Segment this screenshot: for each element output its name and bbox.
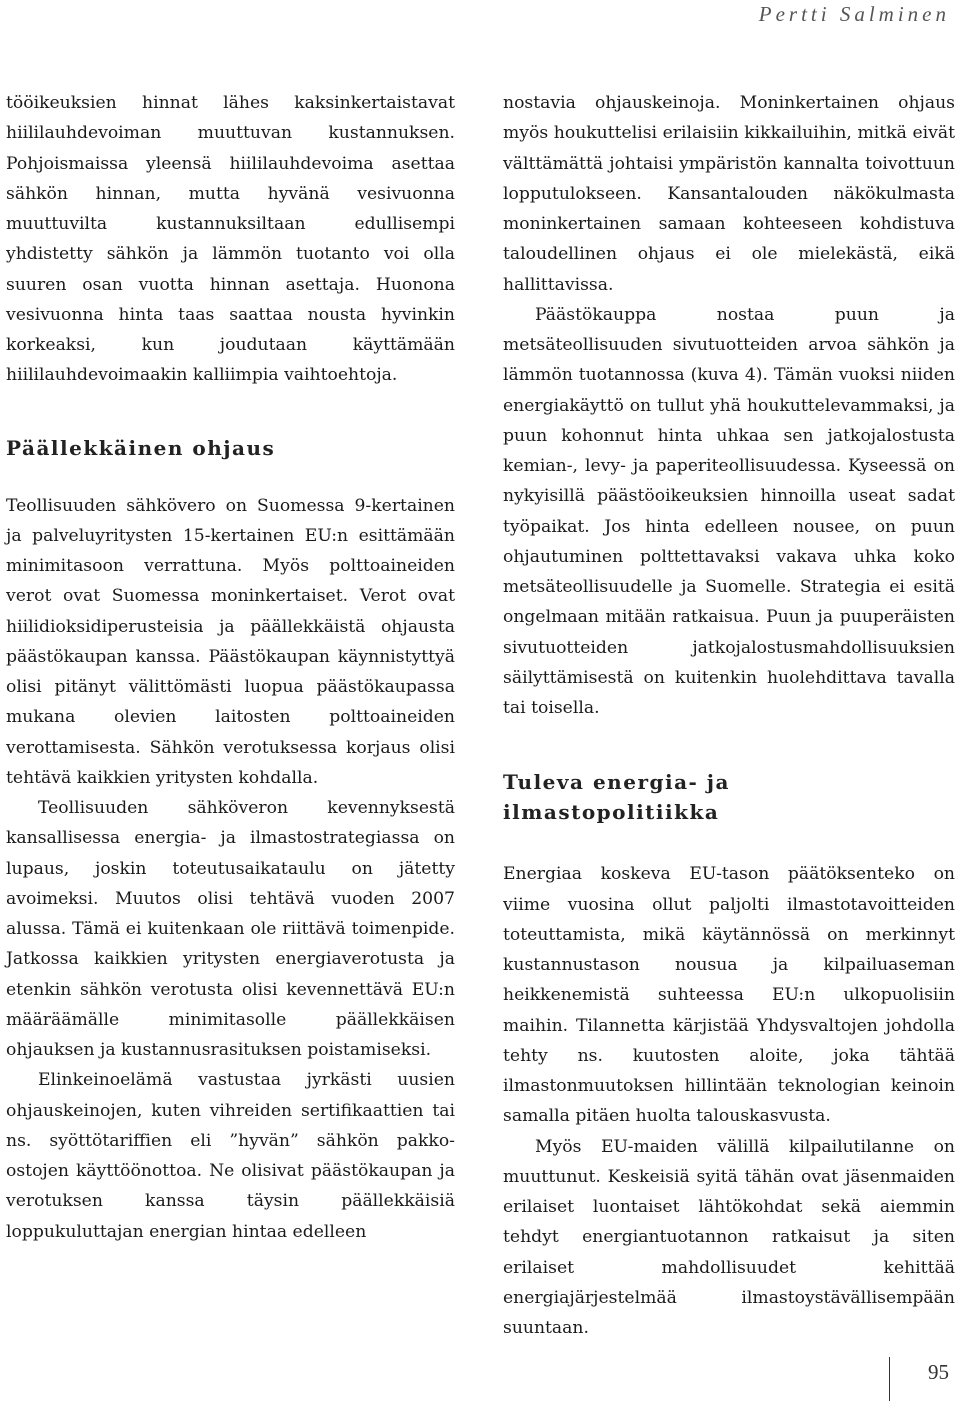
paragraph: Myös EU-maiden välillä kilpailutilanne on muuttunut. Keskeisiä syitä tähän ovat jäsenmaiden erilaiset luontaiset lähtökohdat sekä aiemmin tehdyt energiantuotannon ratkaisut ja siten erilaiset mahdollisuudet kehittää energiajärjestelmää ilmastoystävällisempään suuntaan. bbox=[503, 1136, 955, 1338]
page-number: 95 bbox=[928, 1360, 949, 1384]
paragraph: tööikeuksien hinnat lähes kaksinkertaistavat hiililauhdevoiman muuttuvan kustannuksen. Pohjoismaissa yleensä hiililauhdevoima asettaa sähkön hinnan, mutta hyvänä vesivuonna muuttuvilta kustannuksiltaan edullisempi yhdistetty sähkön ja lämmön tuotanto voi olla suuren osan vuotta hinnan asettaja. Huonona vesivuonna hinta taas saattaa nousta hyvinkin korkeaksi, kun joudutaan käyttämään hiililauhdevoimaakin kalliimpia vaihtoehtoja. bbox=[6, 93, 455, 386]
section-heading: Päällekkäinen ohjaus bbox=[6, 435, 276, 460]
folio-divider bbox=[889, 1357, 890, 1401]
right-column bbox=[503, 88, 955, 1343]
paragraph: Teollisuuden sähköveron kevennyksestä kansallisessa energia- ja ilmastostrategiassa on lupaus, joskin toteutusaikataulu on jätetty avoimeksi. Muutos olisi tehtävä vuoden 2007 alussa. Tämä ei kuitenkaan ole riittävä toimenpide. Jatkossa kaikkien yritysten energiaverotusta ja etenkin sähkön verotusta olisi kevennettävä EU:n määräämälle minimitasolle päällekkäisen ohjauksen ja kustannusrasituksen poistamiseksi. bbox=[6, 798, 455, 1060]
section-heading: Tuleva energia- ja ilmastopolitiikka bbox=[503, 770, 730, 825]
paragraph: Elinkeinoelämä vastustaa jyrkästi uusien ohjauskeinojen, kuten vihreiden sertifikaattien tai ns. syöttötariffien eli ”hyvän” sähkön pakko-ostojen käyttöönottoa. Ne olisivat päästökaupan ja verotuksen kanssa täysin päällekkäisiä loppukuluttajan energian hintaa edelleen bbox=[6, 1070, 455, 1242]
paragraph: Päästökauppa nostaa puun ja metsäteollisuuden sivutuotteiden arvoa sähkön ja lämmön tuotannossa (kuva 4). Tämän vuoksi niiden energiakäyttö on tullut yhä houkuttelevammaksi, ja puun kohonnut hinta uhkaa sen jatkojalostusta kemian-, levy- ja paperiteollisuudessa. Kyseessä on nykyisillä päästöoikeuksien hinnoilla useat sadat työpaikat. Jos hinta edelleen nousee, on puun ohjautuminen polttettavaksi vakava uhka koko metsäteollisuudelle ja Suomelle. Strategia ei esitä ongelmaan mitään ratkaisua. Puun ja puuperäisten sivutuotteiden jatkojalostusmahdollisuuksien säilyttämisestä on kuitenkin huolehdittava tavalla tai toisella. bbox=[503, 304, 955, 718]
left-column bbox=[6, 88, 455, 1247]
paragraph: Teollisuuden sähkövero on Suomessa 9-kertainen ja palveluyritysten 15-kertainen EU:n esittämään minimitasoon verrattuna. Myös polttoaineiden verot ovat Suomessa moninkertaiset. Verot ovat hiilidioksidiperusteisia ja päällekkäistä ohjausta päästökaupan kanssa. Päästökaupan käynnistyttyä olisi pitänyt välittömästi luopua päästökaupassa mukana olevien laitosten polttoaineiden verottamisesta. Sähkön verotuksessa korjaus olisi tehtävä kaikkien yritysten kohdalla. bbox=[6, 495, 455, 788]
running-head-author: Pertti Salminen bbox=[758, 2, 950, 26]
paragraph: Energiaa koskeva EU-tason päätöksenteko on viime vuosina ollut paljolti ilmastotavoitteiden toteuttamista, mikä käytännössä on merkinnyt kustannustason nousua ja kilpailuaseman heikkenemistä suhteessa EU:n ulkopuolisiin maihin. Tilannetta kärjistää Yhdysvaltojen johdolla tehty ns. kuutosten aloite, joka tähtää ilmastonmuutoksen hillintään teknologian keinoin samalla pitäen huolta talouskasvusta. bbox=[503, 864, 955, 1127]
paragraph: nostavia ohjauskeinoja. Moninkertainen ohjaus myös houkuttelisi erilaisiin kikkailuihin, mitkä eivät välttämättä johtaisi ympäristön kannalta toivottuun lopputulokseen. Kansantalouden näkökulmasta moninkertainen samaan kohteeseen kohdistuva taloudellinen ohjaus ei ole mielekästä, eikä hallittavissa. bbox=[503, 93, 955, 295]
